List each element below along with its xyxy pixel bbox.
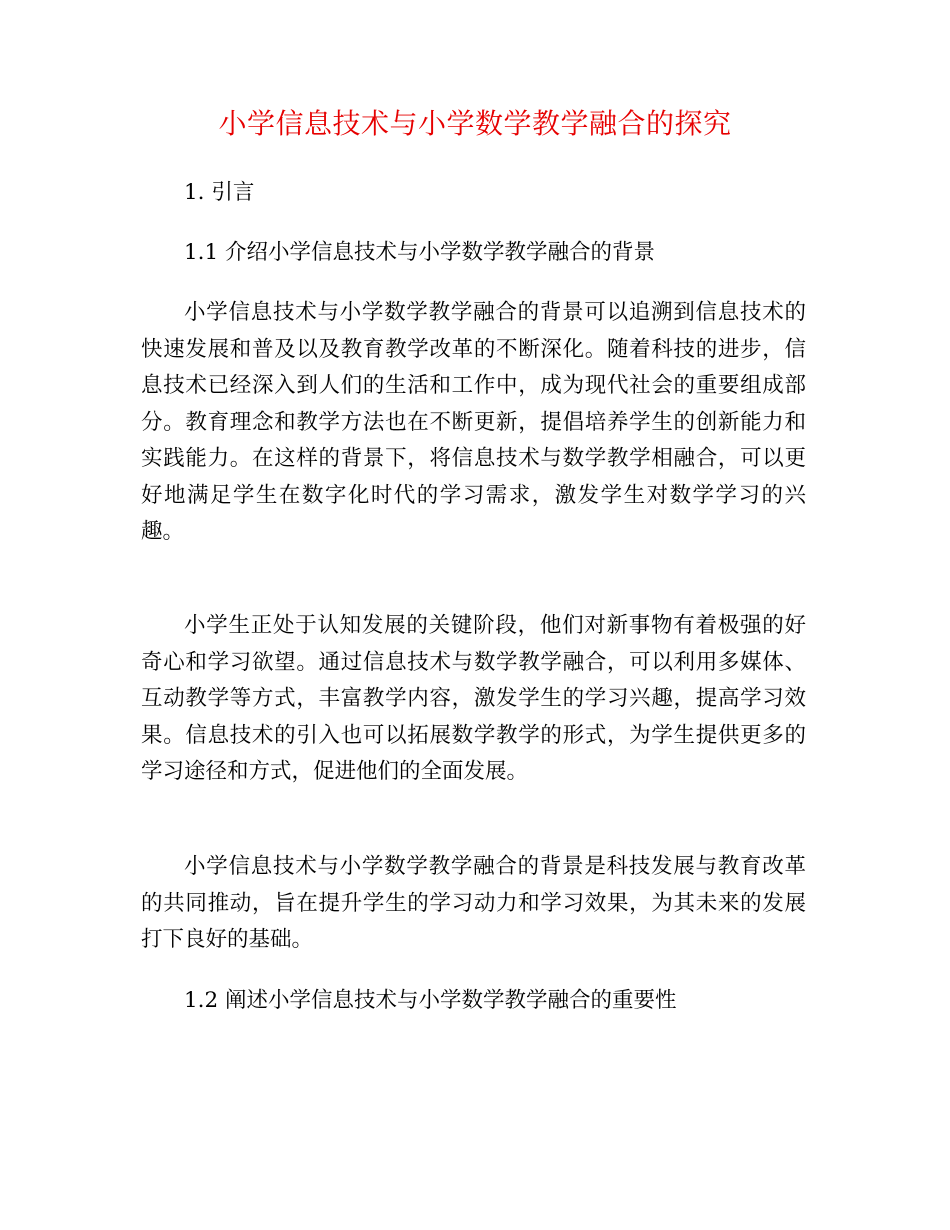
document-title: 小学信息技术与小学数学教学融合的探究: [218, 107, 732, 140]
section-heading-1-2: 1.2 阐述小学信息技术与小学数学教学融合的重要性: [184, 988, 677, 1013]
section-heading-1-1: 1.1 介绍小学信息技术与小学数学教学融合的背景: [184, 240, 656, 265]
paragraph-summary: 小学信息技术与小学数学教学融合的背景是科技发展与教育改革的共同推动，旨在提升学生的学习动力和学习效果，为其未来的发展打下良好的基础。: [141, 854, 806, 952]
paragraph-students: 小学生正处于认知发展的关键阶段，他们对新事物有着极强的好奇心和学习欲望。通过信息技术与数学教学融合，可以利用多媒体、互动教学等方式，丰富教学内容，激发学生的学习兴趣，提高学习效果。信息技术的引入也可以拓展数学教学的形式，为学生提供更多的学习途径和方式，促进他们的全面发展。: [141, 613, 806, 784]
paragraph-background: 小学信息技术与小学数学教学融合的背景可以追溯到信息技术的快速发展和普及以及教育教学改革的不断深化。随着科技的进步，信息技术已经深入到人们的生活和工作中，成为现代社会的重要组成部分。教育理念和教学方法也在不断更新，提倡培养学生的创新能力和实践能力。在这样的背景下，将信息技术与数学教学相融合，可以更好地满足学生在数字化时代的学习需求，激发学生对数学学习的兴趣。: [141, 300, 806, 544]
section-heading-1: 1. 引言: [184, 180, 255, 205]
